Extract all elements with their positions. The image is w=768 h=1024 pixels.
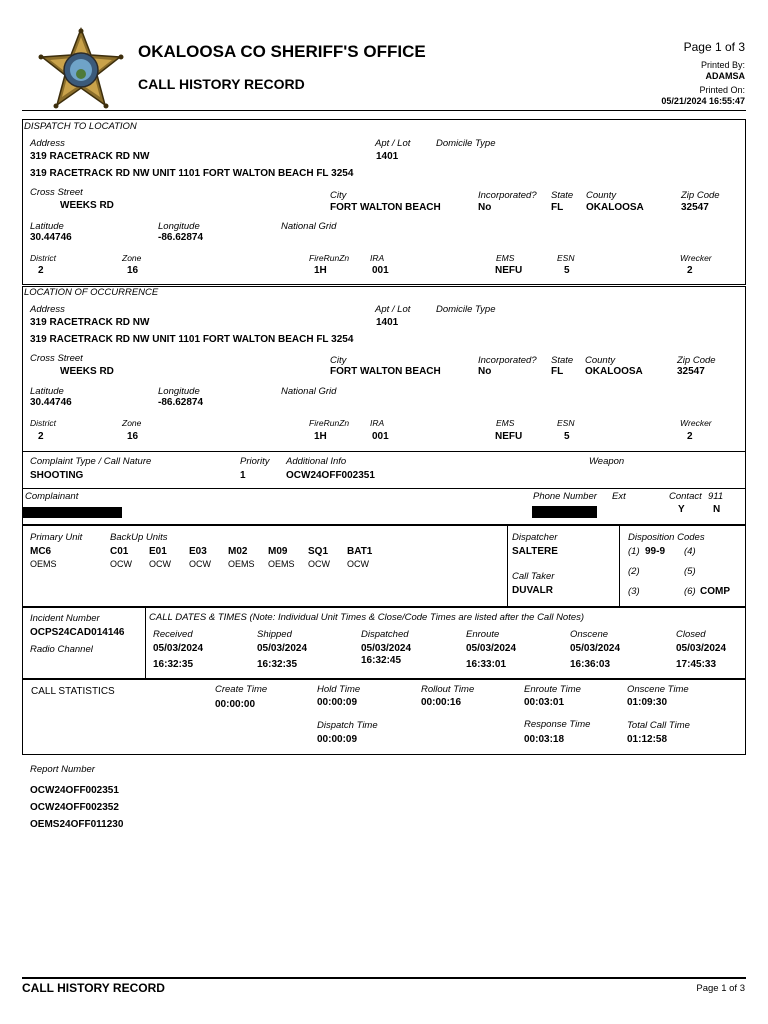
enroute-time-value: 00:03:01 bbox=[524, 697, 565, 708]
create-time-value: 00:00:00 bbox=[215, 699, 256, 710]
address-value: 319 RACETRACK RD NW bbox=[30, 317, 150, 328]
label-911: 911 bbox=[708, 491, 724, 502]
total-call-time-value: 01:12:58 bbox=[627, 734, 668, 745]
unit-agency: OCW bbox=[149, 559, 171, 569]
report-number: OCW24OFF002351 bbox=[30, 785, 119, 796]
calltaker-value: DUVALR bbox=[512, 585, 553, 596]
unit-agency: OCW bbox=[110, 559, 132, 569]
apt-label: Apt / Lot bbox=[375, 304, 411, 315]
state-label: State bbox=[551, 190, 574, 201]
zone-label: Zone bbox=[122, 418, 142, 428]
hold-time-label: Hold Time bbox=[317, 684, 361, 695]
response-time-label: Response Time bbox=[524, 719, 591, 730]
cross-street-value: WEEKS RD bbox=[60, 366, 114, 377]
incident-number-value: OCPS24CAD014146 bbox=[30, 627, 125, 638]
complaint-type-value: SHOOTING bbox=[30, 470, 84, 481]
report-number-label: Report Number bbox=[30, 764, 95, 775]
disposition-label: Disposition Codes bbox=[628, 532, 705, 543]
phone-label: Phone Number bbox=[533, 491, 597, 502]
unit-agency: OCW bbox=[189, 559, 211, 569]
esn-value: 5 bbox=[564, 265, 570, 276]
firerunzn-label: FireRunZn bbox=[309, 418, 350, 428]
zip-label: Zip Code bbox=[677, 355, 716, 366]
dispatcher-label: Dispatcher bbox=[512, 532, 558, 543]
ira-label: IRA bbox=[370, 418, 385, 428]
incorporated-value: No bbox=[478, 202, 492, 213]
contact-value: Y bbox=[678, 504, 685, 515]
divider bbox=[619, 525, 620, 607]
county-label: County bbox=[586, 190, 617, 201]
unit-id: C01 bbox=[110, 546, 129, 557]
incident-number-label: Incident Number bbox=[30, 613, 100, 624]
radio-channel-label: Radio Channel bbox=[30, 644, 93, 655]
ems-value: NEFU bbox=[495, 265, 523, 276]
time-value: 16:32:35 bbox=[257, 659, 298, 670]
unit-id: E01 bbox=[149, 546, 167, 557]
zone-label: Zone bbox=[122, 253, 142, 263]
unit-id: SQ1 bbox=[308, 546, 329, 557]
divider bbox=[145, 607, 146, 679]
header-divider bbox=[22, 110, 746, 111]
district-value: 2 bbox=[38, 431, 44, 442]
backup-units-label: BackUp Units bbox=[110, 532, 168, 543]
time-date: 05/03/2024 bbox=[570, 643, 621, 654]
redaction-bar bbox=[532, 506, 597, 518]
agency-name: OKALOOSA CO SHERIFF'S OFFICE bbox=[138, 42, 426, 61]
incorporated-label: Incorporated? bbox=[478, 355, 537, 366]
time-label: Dispatched bbox=[361, 629, 409, 640]
time-value: 16:33:01 bbox=[466, 659, 507, 670]
time-label: Onscene bbox=[570, 629, 609, 640]
full-address: 319 RACETRACK RD NW UNIT 1101 FORT WALTON BEACH FL 3254 bbox=[30, 168, 354, 179]
firerunzn-label: FireRunZn bbox=[309, 253, 350, 263]
esn-label: ESN bbox=[557, 253, 575, 263]
hold-time-value: 00:00:09 bbox=[317, 697, 358, 708]
time-label: Enroute bbox=[466, 629, 500, 640]
address-label: Address bbox=[30, 138, 65, 149]
domicile-label: Domicile Type bbox=[436, 304, 496, 315]
ems-label: EMS bbox=[496, 253, 515, 263]
total-call-time-label: Total Call Time bbox=[627, 720, 690, 731]
esn-label: ESN bbox=[557, 418, 575, 428]
longitude-value: -86.62874 bbox=[158, 397, 204, 408]
unit-agency: OEMS bbox=[268, 559, 295, 569]
cross-street-label: Cross Street bbox=[30, 353, 83, 364]
ira-value: 001 bbox=[372, 265, 389, 276]
time-date: 05/03/2024 bbox=[676, 643, 727, 654]
ira-value: 001 bbox=[372, 431, 389, 442]
zip-value: 32547 bbox=[677, 366, 705, 377]
latitude-value: 30.44746 bbox=[30, 397, 72, 408]
state-value: FL bbox=[551, 366, 564, 377]
disposition-num: (2) bbox=[628, 566, 640, 577]
report-number: OEMS24OFF011230 bbox=[30, 819, 124, 830]
additional-info-label: Additional Info bbox=[286, 456, 347, 467]
report-number: OCW24OFF002352 bbox=[30, 802, 119, 813]
time-label: Closed bbox=[676, 629, 706, 640]
wrecker-value: 2 bbox=[687, 265, 693, 276]
state-value: FL bbox=[551, 202, 564, 213]
unit-agency: OCW bbox=[347, 559, 369, 569]
complainant-label: Complainant bbox=[25, 491, 79, 502]
contact-label: Contact bbox=[669, 491, 702, 502]
county-value: OKALOOSA bbox=[586, 202, 644, 213]
address-value: 319 RACETRACK RD NW bbox=[30, 151, 150, 162]
time-label: Shipped bbox=[257, 629, 292, 640]
firerunzn-value: 1H bbox=[314, 265, 327, 276]
address-label: Address bbox=[30, 304, 65, 315]
priority-label: Priority bbox=[240, 456, 270, 467]
time-date: 05/03/2024 bbox=[257, 643, 308, 654]
wrecker-label: Wrecker bbox=[680, 418, 712, 428]
sheriff-star-logo bbox=[38, 27, 124, 109]
cross-street-value: WEEKS RD bbox=[60, 200, 114, 211]
ira-label: IRA bbox=[370, 253, 385, 263]
district-value: 2 bbox=[38, 265, 44, 276]
apt-value: 1401 bbox=[376, 151, 399, 162]
county-value: OKALOOSA bbox=[585, 366, 643, 377]
city-value: FORT WALTON BEACH bbox=[330, 202, 441, 213]
create-time-label: Create Time bbox=[215, 684, 268, 695]
disposition-num: (4) bbox=[684, 546, 696, 557]
full-address: 319 RACETRACK RD NW UNIT 1101 FORT WALTON BEACH FL 3254 bbox=[30, 334, 354, 345]
weapon-label: Weapon bbox=[589, 456, 625, 467]
city-label: City bbox=[330, 355, 347, 366]
city-label: City bbox=[330, 190, 347, 201]
city-value: FORT WALTON BEACH bbox=[330, 366, 441, 377]
calltaker-label: Call Taker bbox=[512, 571, 555, 582]
additional-info-value: OCW24OFF002351 bbox=[286, 470, 375, 481]
unit-agency: OEMS bbox=[228, 559, 255, 569]
unit-agency: OCW bbox=[308, 559, 330, 569]
national-grid-label: National Grid bbox=[281, 221, 337, 232]
unit-id: E03 bbox=[189, 546, 207, 557]
enroute-time-label: Enroute Time bbox=[524, 684, 581, 695]
national-grid-label: National Grid bbox=[281, 386, 337, 397]
value-911: N bbox=[713, 504, 721, 515]
section-title: LOCATION OF OCCURRENCE bbox=[24, 287, 159, 298]
district-label: District bbox=[30, 418, 56, 428]
incorporated-value: No bbox=[478, 366, 492, 377]
longitude-label: Longitude bbox=[158, 221, 200, 232]
domicile-label: Domicile Type bbox=[436, 138, 496, 149]
esn-value: 5 bbox=[564, 431, 570, 442]
zip-label: Zip Code bbox=[681, 190, 720, 201]
unit-id: M02 bbox=[228, 546, 248, 557]
time-value: 16:32:45 bbox=[361, 655, 402, 666]
printed-on: 05/21/2024 16:55:47 bbox=[661, 96, 745, 106]
state-label: State bbox=[551, 355, 574, 366]
county-label: County bbox=[585, 355, 616, 366]
disposition-num: (1) bbox=[628, 546, 640, 557]
ext-label: Ext bbox=[612, 491, 626, 502]
unit-id: MC6 bbox=[30, 546, 52, 557]
apt-label: Apt / Lot bbox=[375, 138, 411, 149]
zone-value: 16 bbox=[127, 431, 139, 442]
wrecker-value: 2 bbox=[687, 431, 693, 442]
disposition-code: COMP bbox=[700, 586, 730, 597]
complainant-section bbox=[22, 488, 746, 525]
dispatcher-value: SALTERE bbox=[512, 546, 558, 557]
response-time-value: 00:03:18 bbox=[524, 734, 565, 745]
complaint-type-label: Complaint Type / Call Nature bbox=[30, 456, 152, 467]
latitude-value: 30.44746 bbox=[30, 232, 72, 243]
redaction-bar bbox=[23, 507, 122, 518]
footer-divider bbox=[22, 977, 746, 979]
disposition-code: 99-9 bbox=[645, 546, 666, 557]
priority-value: 1 bbox=[240, 470, 246, 481]
firerunzn-value: 1H bbox=[314, 431, 327, 442]
onscene-time-label: Onscene Time bbox=[627, 684, 689, 695]
apt-value: 1401 bbox=[376, 317, 399, 328]
unit-agency: OEMS bbox=[30, 559, 57, 569]
ems-value: NEFU bbox=[495, 431, 523, 442]
disposition-num: (5) bbox=[684, 566, 696, 577]
zone-value: 16 bbox=[127, 265, 139, 276]
page-title: CALL HISTORY RECORD bbox=[138, 76, 305, 92]
dispatch-time-label: Dispatch Time bbox=[317, 720, 378, 731]
dates-title: CALL DATES & TIMES (Note: Individual Unit Times & Close/Code Times are listed after the Call Notes) bbox=[149, 612, 585, 623]
time-date: 05/03/2024 bbox=[361, 643, 412, 654]
longitude-label: Longitude bbox=[158, 386, 200, 397]
rollout-time-label: Rollout Time bbox=[421, 684, 475, 695]
rollout-time-value: 00:00:16 bbox=[421, 697, 462, 708]
time-date: 05/03/2024 bbox=[466, 643, 517, 654]
district-label: District bbox=[30, 253, 56, 263]
zip-value: 32547 bbox=[681, 202, 709, 213]
latitude-label: Latitude bbox=[30, 221, 64, 232]
printed-on-label: Printed On: bbox=[699, 85, 745, 95]
dispatch-time-value: 00:00:09 bbox=[317, 734, 358, 745]
unit-id: BAT1 bbox=[347, 546, 373, 557]
divider bbox=[507, 525, 508, 607]
printed-by-label: Printed By: bbox=[700, 60, 745, 70]
footer-title: CALL HISTORY RECORD bbox=[22, 981, 165, 995]
time-date: 05/03/2024 bbox=[153, 643, 204, 654]
disposition-num: (6) bbox=[684, 586, 696, 597]
section-title: DISPATCH TO LOCATION bbox=[24, 121, 137, 132]
call-statistics-title: CALL STATISTICS bbox=[31, 686, 115, 697]
footer-page-number: Page 1 of 3 bbox=[696, 983, 745, 994]
time-value: 17:45:33 bbox=[676, 659, 717, 670]
onscene-time-value: 01:09:30 bbox=[627, 697, 668, 708]
time-value: 16:32:35 bbox=[153, 659, 194, 670]
unit-id: M09 bbox=[268, 546, 288, 557]
disposition-num: (3) bbox=[628, 586, 640, 597]
longitude-value: -86.62874 bbox=[158, 232, 204, 243]
printed-by: ADAMSA bbox=[705, 71, 745, 81]
primary-unit-label: Primary Unit bbox=[30, 532, 83, 543]
latitude-label: Latitude bbox=[30, 386, 64, 397]
incorporated-label: Incorporated? bbox=[478, 190, 537, 201]
cross-street-label: Cross Street bbox=[30, 187, 83, 198]
time-value: 16:36:03 bbox=[570, 659, 611, 670]
page-number: Page 1 of 3 bbox=[683, 40, 745, 54]
ems-label: EMS bbox=[496, 418, 515, 428]
wrecker-label: Wrecker bbox=[680, 253, 712, 263]
time-label: Received bbox=[153, 629, 193, 640]
